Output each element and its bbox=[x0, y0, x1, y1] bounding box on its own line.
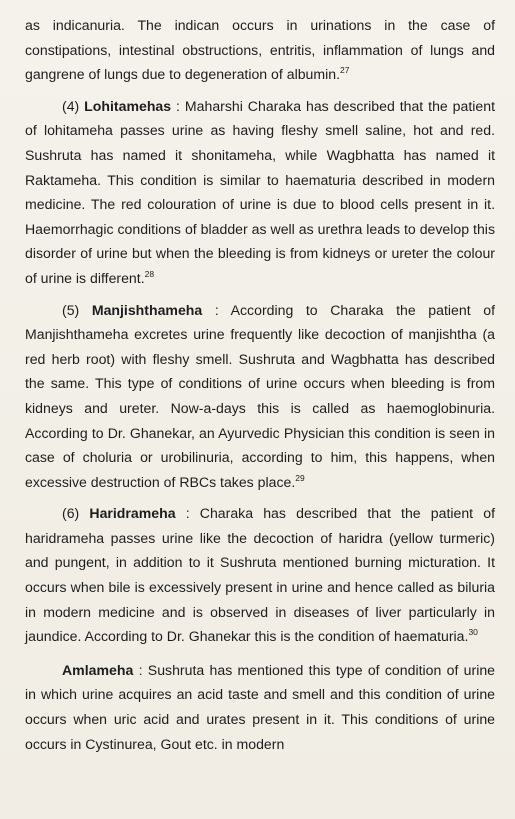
term-amlameha: Amlameha bbox=[62, 661, 134, 678]
footnote-ref-28: 28 bbox=[144, 268, 155, 279]
paragraph-text: : Charaka has described that the patient of haridrameha passes urine like the decoction of haridra (yellow turmeric) and pungent, in addition to it Sushruta mentioned burning micturation. It occurs when bile is excessively present in urine and hence called as biluria in modern medicine and is observed in diseases of liver particularly in jaundice. According to Dr. Ghanekar this is the condition of haematuria. bbox=[25, 505, 496, 645]
term-lohitamehas: Lohitamehas bbox=[84, 97, 172, 114]
paragraph-amlameha bbox=[25, 658, 495, 756]
paragraph-text: : Maharshi Charaka has described that the patient of lohitameha passes urine as having fleshy smell saline, hot and red. Sushruta has named it shonitameha, while Wagbhatta has named it Raktameha. This condition is similar to haematuria described in modern medicine. The red colouration of urine is due to blood cells present in it. Haemorrhagic conditions of bladder as well as urethra leads to develop this disorder of urine but when the bleeding is from kidneys or ureter the colour of urine is different. bbox=[25, 97, 496, 286]
paragraph-text: as indicanuria. The indican occurs in urinations in the case of constipations, intestinal obstructions, entritis, inflammation of lungs and gangrene of lungs due to degeneration of albumin. bbox=[25, 17, 495, 83]
paragraph-text: : According to Charaka the patient of Manjishthameha excretes urine frequently like decoction of manjishtha (a red herb root) with fleshy smell. Sushruta and Wagbhatta has described the same. This type of conditions of urine occurs when bleeding is from kidneys and ureter. Now-a-days this is called as haemoglobinuria. According to Dr. Ghanekar, an Ayurvedic Physician this condition is seen in case of choluria or urobilinuria, according to him, this happens, when excessive destruction of RBCs takes place. bbox=[25, 301, 495, 490]
footnote-ref-30: 30 bbox=[468, 627, 478, 638]
footnote-ref-27: 27 bbox=[340, 65, 350, 76]
term-haridrameha: Haridrameha bbox=[89, 505, 176, 522]
footnote-ref-29: 29 bbox=[295, 472, 305, 483]
paragraph-haridrameha bbox=[25, 501, 495, 649]
paragraph-number: (4) bbox=[62, 97, 85, 114]
paragraph-number: (5) bbox=[62, 301, 92, 318]
paragraph-number: (6) bbox=[62, 505, 90, 522]
paragraph-text: : Sushruta has mentioned this type of condition of urine in which urine acquires an acid taste and smell and this condition of urine occurs when uric acid and urates present in it. This conditions of urine occurs in Cystinurea, Gout etc. in modern bbox=[25, 661, 495, 752]
paragraph-indicanuria-continued bbox=[25, 13, 495, 87]
paragraph-lohitamehas bbox=[25, 94, 495, 291]
paragraph-manjishthameha bbox=[25, 298, 495, 495]
term-manjishthameha: Manjishthameha bbox=[91, 301, 203, 318]
